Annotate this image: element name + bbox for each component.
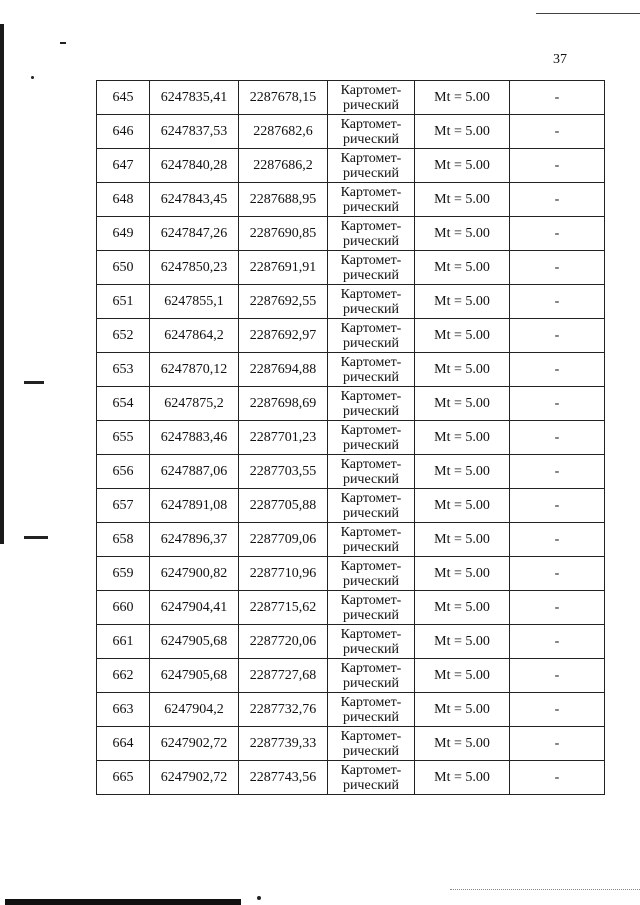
- scan-bottom-dots: [450, 889, 640, 891]
- note-cell: -: [510, 387, 605, 421]
- method-text: рический: [342, 267, 400, 283]
- method-text: рический: [342, 165, 400, 181]
- method-text: рический: [342, 471, 400, 487]
- point-number-cell: 649: [97, 217, 150, 251]
- coordinate-y-cell: 2287694,88: [239, 353, 328, 387]
- table-row: [97, 387, 605, 421]
- scan-mark: [60, 42, 66, 44]
- accuracy-cell: Mt = 5.00: [415, 149, 510, 183]
- note-cell: -: [510, 285, 605, 319]
- coordinate-y-cell: 2287732,76: [239, 693, 328, 727]
- table-row: [97, 285, 605, 319]
- method-cell: [328, 353, 415, 387]
- method-text: рический: [342, 539, 400, 555]
- coordinate-y-cell: 2287691,91: [239, 251, 328, 285]
- point-number-cell: 656: [97, 455, 150, 489]
- table-row: [97, 81, 605, 115]
- method-text: Картомет-: [340, 320, 402, 336]
- note-cell: -: [510, 557, 605, 591]
- method-text: рический: [342, 777, 400, 793]
- point-number-cell: 648: [97, 183, 150, 217]
- coordinate-x-cell: 6247905,68: [150, 659, 239, 693]
- coordinate-y-cell: 2287682,6: [239, 115, 328, 149]
- point-number-cell: 662: [97, 659, 150, 693]
- method-text: рический: [342, 403, 400, 419]
- note-cell: -: [510, 149, 605, 183]
- top-rule: [536, 13, 640, 14]
- table-row: [97, 693, 605, 727]
- note-cell: -: [510, 523, 605, 557]
- table-row: [97, 523, 605, 557]
- coordinate-x-cell: 6247896,37: [150, 523, 239, 557]
- point-number-cell: 653: [97, 353, 150, 387]
- method-text: Картомет-: [340, 592, 402, 608]
- coordinate-x-cell: 6247883,46: [150, 421, 239, 455]
- coordinate-x-cell: 6247847,26: [150, 217, 239, 251]
- point-number-cell: 657: [97, 489, 150, 523]
- method-text: Картомет-: [340, 354, 402, 370]
- note-cell: -: [510, 693, 605, 727]
- note-cell: -: [510, 217, 605, 251]
- note-cell: -: [510, 183, 605, 217]
- method-text: рический: [342, 437, 400, 453]
- page-number: 37: [553, 52, 567, 67]
- method-text: рический: [342, 709, 400, 725]
- coordinate-x-cell: 6247902,72: [150, 727, 239, 761]
- point-number-cell: 647: [97, 149, 150, 183]
- coordinate-y-cell: 2287703,55: [239, 455, 328, 489]
- method-text: Картомет-: [340, 762, 402, 778]
- coordinate-x-cell: 6247904,41: [150, 591, 239, 625]
- coordinate-x-cell: 6247864,2: [150, 319, 239, 353]
- coordinate-x-cell: 6247904,2: [150, 693, 239, 727]
- coordinate-y-cell: 2287709,06: [239, 523, 328, 557]
- note-cell: -: [510, 761, 605, 795]
- table-row: [97, 183, 605, 217]
- accuracy-cell: Mt = 5.00: [415, 251, 510, 285]
- coordinate-y-cell: 2287701,23: [239, 421, 328, 455]
- note-cell: -: [510, 659, 605, 693]
- method-text: Картомет-: [340, 218, 402, 234]
- coordinate-x-cell: 6247855,1: [150, 285, 239, 319]
- table-row: [97, 421, 605, 455]
- method-text: Картомет-: [340, 150, 402, 166]
- method-cell: [328, 523, 415, 557]
- accuracy-cell: Mt = 5.00: [415, 659, 510, 693]
- point-number-cell: 659: [97, 557, 150, 591]
- method-cell: [328, 251, 415, 285]
- point-number-cell: 663: [97, 693, 150, 727]
- point-number-cell: 652: [97, 319, 150, 353]
- method-text: рический: [342, 233, 400, 249]
- coordinate-x-cell: 6247843,45: [150, 183, 239, 217]
- accuracy-cell: Mt = 5.00: [415, 489, 510, 523]
- method-text: рический: [342, 675, 400, 691]
- accuracy-cell: Mt = 5.00: [415, 421, 510, 455]
- note-cell: -: [510, 455, 605, 489]
- accuracy-cell: Mt = 5.00: [415, 693, 510, 727]
- method-text: рический: [342, 743, 400, 759]
- coordinate-y-cell: 2287692,97: [239, 319, 328, 353]
- accuracy-cell: Mt = 5.00: [415, 183, 510, 217]
- coordinate-y-cell: 2287710,96: [239, 557, 328, 591]
- method-text: рический: [342, 607, 400, 623]
- table-row: [97, 217, 605, 251]
- coordinate-x-cell: 6247870,12: [150, 353, 239, 387]
- method-text: рический: [342, 641, 400, 657]
- method-cell: [328, 455, 415, 489]
- coordinate-x-cell: 6247902,72: [150, 761, 239, 795]
- table-row: [97, 625, 605, 659]
- note-cell: -: [510, 115, 605, 149]
- method-text: Картомет-: [340, 728, 402, 744]
- method-text: Картомет-: [340, 626, 402, 642]
- method-text: Картомет-: [340, 490, 402, 506]
- note-cell: -: [510, 353, 605, 387]
- point-number-cell: 655: [97, 421, 150, 455]
- coordinate-y-cell: 2287727,68: [239, 659, 328, 693]
- coordinate-x-cell: 6247905,68: [150, 625, 239, 659]
- method-text: рический: [342, 131, 400, 147]
- coordinate-y-cell: 2287720,06: [239, 625, 328, 659]
- coordinate-y-cell: 2287688,95: [239, 183, 328, 217]
- method-cell: [328, 557, 415, 591]
- coordinate-y-cell: 2287739,33: [239, 727, 328, 761]
- method-cell: [328, 81, 415, 115]
- method-cell: [328, 387, 415, 421]
- accuracy-cell: Mt = 5.00: [415, 81, 510, 115]
- note-cell: -: [510, 81, 605, 115]
- point-number-cell: 645: [97, 81, 150, 115]
- note-cell: -: [510, 591, 605, 625]
- method-text: Картомет-: [340, 694, 402, 710]
- method-text: рический: [342, 97, 400, 113]
- method-cell: [328, 625, 415, 659]
- coordinate-y-cell: 2287678,15: [239, 81, 328, 115]
- scan-mark: [24, 536, 48, 539]
- coordinate-x-cell: 6247837,53: [150, 115, 239, 149]
- method-text: Картомет-: [340, 286, 402, 302]
- method-cell: [328, 421, 415, 455]
- accuracy-cell: Mt = 5.00: [415, 591, 510, 625]
- method-text: Картомет-: [340, 184, 402, 200]
- method-text: рический: [342, 199, 400, 215]
- method-text: Картомет-: [340, 660, 402, 676]
- table-row: [97, 727, 605, 761]
- accuracy-cell: Mt = 5.00: [415, 387, 510, 421]
- method-cell: [328, 149, 415, 183]
- note-cell: -: [510, 421, 605, 455]
- method-cell: [328, 659, 415, 693]
- method-text: Картомет-: [340, 82, 402, 98]
- coordinate-y-cell: 2287705,88: [239, 489, 328, 523]
- method-text: рический: [342, 573, 400, 589]
- method-text: Картомет-: [340, 558, 402, 574]
- coordinate-y-cell: 2287715,62: [239, 591, 328, 625]
- table-row: [97, 251, 605, 285]
- method-text: рический: [342, 335, 400, 351]
- table-row: [97, 319, 605, 353]
- table-row: [97, 761, 605, 795]
- scan-mark: [257, 896, 261, 900]
- accuracy-cell: Mt = 5.00: [415, 761, 510, 795]
- method-cell: [328, 285, 415, 319]
- point-number-cell: 660: [97, 591, 150, 625]
- method-text: Картомет-: [340, 456, 402, 472]
- table-row: [97, 455, 605, 489]
- accuracy-cell: Mt = 5.00: [415, 625, 510, 659]
- point-number-cell: 658: [97, 523, 150, 557]
- coordinate-x-cell: 6247850,23: [150, 251, 239, 285]
- method-text: Картомет-: [340, 524, 402, 540]
- point-number-cell: 654: [97, 387, 150, 421]
- coordinate-x-cell: 6247891,08: [150, 489, 239, 523]
- table-row: [97, 489, 605, 523]
- scan-mark: [31, 76, 34, 79]
- point-number-cell: 664: [97, 727, 150, 761]
- coordinate-y-cell: 2287692,55: [239, 285, 328, 319]
- method-cell: [328, 693, 415, 727]
- coordinate-x-cell: 6247875,2: [150, 387, 239, 421]
- method-text: рический: [342, 369, 400, 385]
- point-number-cell: 665: [97, 761, 150, 795]
- method-cell: [328, 489, 415, 523]
- accuracy-cell: Mt = 5.00: [415, 285, 510, 319]
- coordinate-x-cell: 6247835,41: [150, 81, 239, 115]
- method-cell: [328, 761, 415, 795]
- point-number-cell: 661: [97, 625, 150, 659]
- method-text: Картомет-: [340, 388, 402, 404]
- point-number-cell: 651: [97, 285, 150, 319]
- point-number-cell: 650: [97, 251, 150, 285]
- method-cell: [328, 591, 415, 625]
- note-cell: -: [510, 319, 605, 353]
- accuracy-cell: Mt = 5.00: [415, 217, 510, 251]
- note-cell: -: [510, 625, 605, 659]
- method-cell: [328, 727, 415, 761]
- method-text: Картомет-: [340, 116, 402, 132]
- table-row: [97, 353, 605, 387]
- coordinate-y-cell: 2287690,85: [239, 217, 328, 251]
- coordinates-table-body: [97, 81, 605, 795]
- accuracy-cell: Mt = 5.00: [415, 455, 510, 489]
- point-number-cell: 646: [97, 115, 150, 149]
- coordinate-x-cell: 6247840,28: [150, 149, 239, 183]
- method-cell: [328, 115, 415, 149]
- table-row: [97, 557, 605, 591]
- accuracy-cell: Mt = 5.00: [415, 319, 510, 353]
- scan-bottom-bar: [5, 899, 241, 905]
- note-cell: -: [510, 727, 605, 761]
- accuracy-cell: Mt = 5.00: [415, 115, 510, 149]
- note-cell: -: [510, 489, 605, 523]
- accuracy-cell: Mt = 5.00: [415, 353, 510, 387]
- coordinates-table: [96, 80, 605, 795]
- coordinate-x-cell: 6247887,06: [150, 455, 239, 489]
- coordinate-x-cell: 6247900,82: [150, 557, 239, 591]
- scan-mark: [24, 381, 44, 384]
- table-row: [97, 591, 605, 625]
- method-text: Картомет-: [340, 422, 402, 438]
- table-row: [97, 659, 605, 693]
- method-cell: [328, 183, 415, 217]
- note-cell: -: [510, 251, 605, 285]
- table-row: [97, 115, 605, 149]
- scan-edge-bar: [0, 24, 4, 544]
- coordinate-y-cell: 2287743,56: [239, 761, 328, 795]
- method-text: Картомет-: [340, 252, 402, 268]
- accuracy-cell: Mt = 5.00: [415, 523, 510, 557]
- table-row: [97, 149, 605, 183]
- coordinate-y-cell: 2287686,2: [239, 149, 328, 183]
- method-text: рический: [342, 301, 400, 317]
- coordinate-y-cell: 2287698,69: [239, 387, 328, 421]
- method-cell: [328, 217, 415, 251]
- method-cell: [328, 319, 415, 353]
- accuracy-cell: Mt = 5.00: [415, 557, 510, 591]
- accuracy-cell: Mt = 5.00: [415, 727, 510, 761]
- method-text: рический: [342, 505, 400, 521]
